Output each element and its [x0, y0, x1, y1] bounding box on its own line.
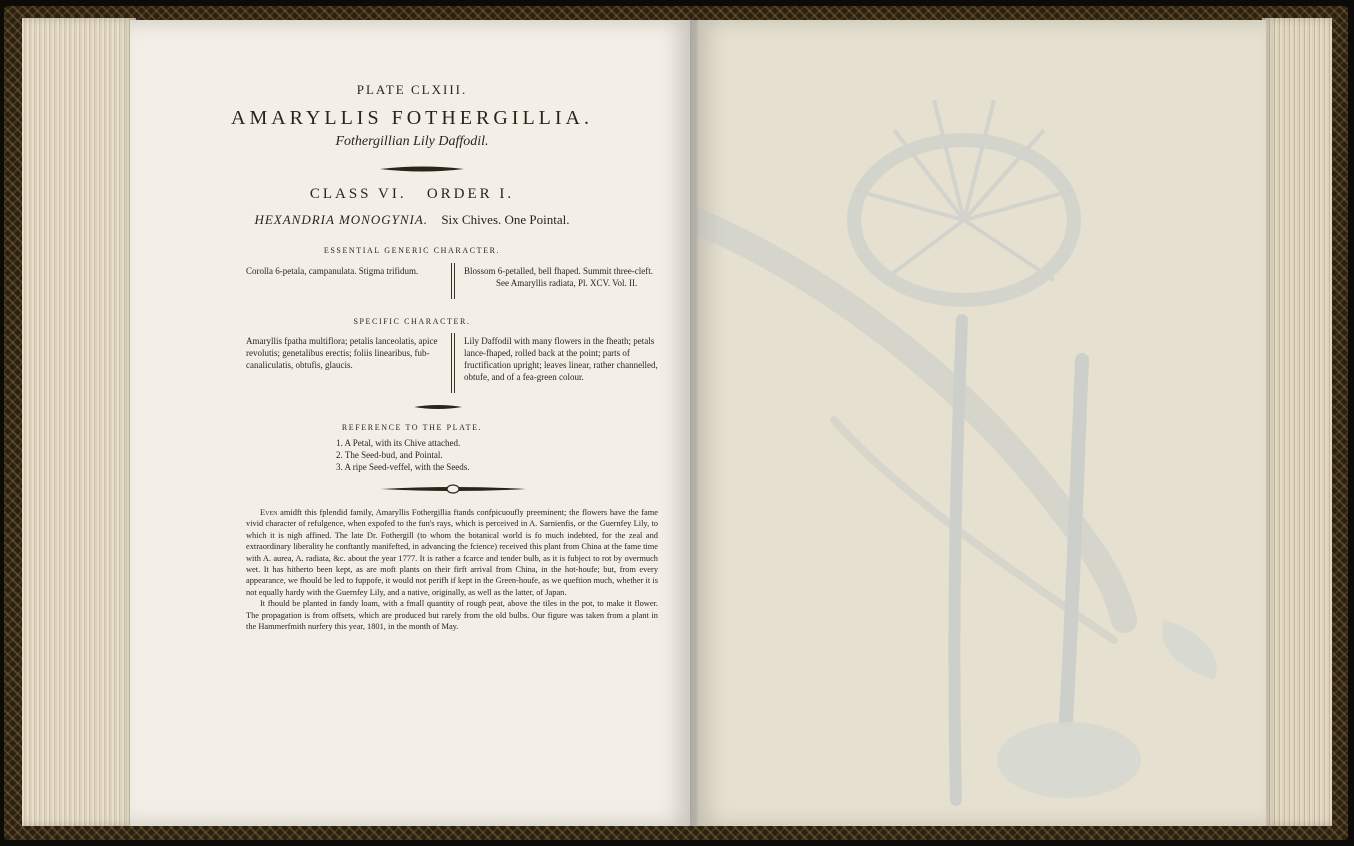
ornament-rule — [414, 403, 462, 411]
hexandria-english: Six Chives. One Pointal. — [441, 212, 570, 227]
hexandria-line — [130, 212, 694, 228]
right-page — [694, 20, 1266, 826]
specific-english: Lily Daffodil with many flowers in the fheath; petals lance-fhaped, rolled back at the point; parts of fructification upright; leaves linear, rather channelled, obtufe, and of a fea-green colour. — [464, 336, 658, 382]
list-item: 2. The Seed-bud, and Pointal. — [336, 450, 443, 460]
list-item: 3. A ripe Seed-veffel, with the Seeds. — [336, 462, 470, 472]
specific-latin: Amaryllis fpatha multiflora; petalis lanceolatis, apice revolutis; genetalibus erectis; foliis linearibus, fub-canaliculatis, obtufis, glaucis. — [246, 336, 438, 370]
generic-english: Blossom 6-petalled, bell fhaped. Summit three-cleft. — [464, 266, 653, 276]
specific-heading: SPECIFIC CHARACTER. — [353, 317, 471, 326]
generic-see: See Amaryllis radiata, Pl. XCV. Vol. II. — [496, 278, 638, 288]
list-item: 1. A Petal, with its Chive attached. — [336, 438, 461, 448]
column-divider — [451, 263, 455, 299]
hexandria-latin: HEXANDRIA MONOGYNIA. — [254, 212, 429, 227]
class-order: CLASS VI. ORDER I. — [309, 186, 515, 202]
left-page-edges — [22, 18, 136, 826]
reference-list — [336, 437, 470, 473]
body-paragraph — [246, 507, 658, 598]
generic-english-block — [464, 265, 660, 289]
generic-latin: Corolla 6-petala, campanulata. Stigma trifidum. — [246, 266, 419, 276]
right-page-edges — [1262, 18, 1332, 826]
plate-number: PLATE CLXIII. — [356, 82, 468, 97]
body-paragraph-2: It fhould be planted in fandy loam, with a fmall quantity of rough peat, above the tiles in the pot, to make it flower. The propagation is from offsets, which are produced but rarely from the old bulbs. Our figure was taken from a plant in the Hammerfmith nurfery this year, 1801, in the month of May. — [246, 599, 658, 632]
page-subtitle: Fothergillian Lily Daffodil. — [335, 134, 489, 149]
page-title: AMARYLLIS FOTHERGILLIA. — [231, 107, 593, 129]
body-paragraph-1: amidft this fplendid family, Amaryllis Fothergillia ftands confpicuoufly preeminent; the flowers have the fame vivid character of refulgence, when expofed to the fun's rays, which is perceived in A. Sarnienfis, or the Guernfey Lily, to which it is nigh affined. The late Dr. Fothergill (to whom the botanical world is fo much indebted, for the zeal and extraordinary liberality he conftantly manifefted, in advancing the fcience) received this plant from China at the fame time with A. aurea, A. radiata, &c. about the year 1777. It is rather a fcarce and tender bulb, as it is fubject to rot by overmuch wet. It has hitherto been kept, as are moft plants on their firft arrival from China, in the hot-houfe; but, from every appearance, we fhould be led to fuppofe, it would not perifh if kept in the Green-houfe, as we queftion much, whether it is not equally hardy with the Guernfey Lily, and a native, originally, as well as the latter, of Japan. — [246, 508, 658, 597]
reference-heading: REFERENCE TO THE PLATE. — [341, 423, 483, 432]
ornament-rule — [380, 484, 526, 494]
body-text — [246, 507, 658, 632]
body-lead-word: Even — [260, 508, 278, 517]
ghost-lily-illustration — [694, 20, 1266, 826]
ornament-rule — [380, 164, 464, 174]
generic-heading: ESSENTIAL GENERIC CHARACTER. — [323, 246, 501, 255]
column-divider — [451, 333, 455, 393]
